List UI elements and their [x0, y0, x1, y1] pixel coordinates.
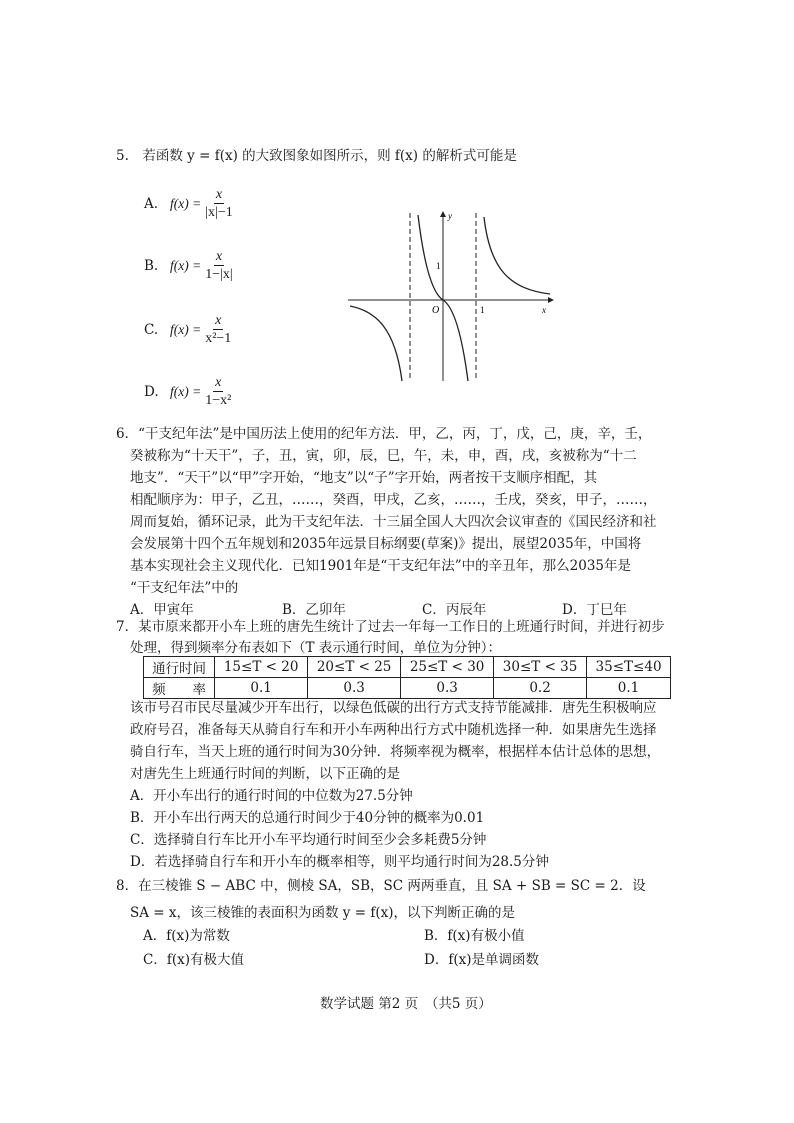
table-cell: 35≤T≤40 [587, 657, 671, 678]
table-header: 频 率 [144, 678, 215, 699]
tick-x-1: 1 [480, 305, 485, 315]
axis-x-label: x [542, 305, 546, 315]
q6-line-8: “干支纪年法”中的 [130, 580, 239, 596]
option-label: D. [144, 384, 159, 400]
q6-line-4: 相配顺序为：甲子，乙丑，……，癸酉，甲戌，乙亥，……，壬戌，癸亥，甲子，……， [130, 492, 657, 508]
numerator: x [215, 187, 223, 202]
q7-option-b: B．开小车出行两天的总通行时间少于40分钟的概率为0.01 [130, 810, 485, 826]
tick-y-1: 1 [436, 261, 441, 271]
table-cell: 0.3 [308, 678, 401, 699]
q7-line-4: 政府号召，准备每天从骑自行车和开小车两种出行方式中随机选择一种．如果唐先生选择 [130, 722, 657, 738]
curve-right-branch [484, 217, 550, 294]
table-cell: 0.3 [401, 678, 494, 699]
table-row [144, 678, 671, 699]
table-cell: 0.1 [215, 678, 308, 699]
table-cell: 0.1 [587, 678, 671, 699]
page-footer: 数学试题 第2 页 （共5 页） [320, 996, 492, 1012]
q8-line-1: 8．在三棱锥 S − ABC 中，侧棱 SA，SB，SC 两两垂直，且 SA + SB = SC = 2．设 [116, 878, 646, 894]
q6-line-7: 基本实现社会主义现代化．已知1901年是“干支纪年法”中的辛丑年，那么2035年是 [130, 558, 632, 574]
q8-option-c: C．f(x)有极大值 [143, 952, 244, 968]
q6-line-3: 地支”．“天干”以“甲”字开始，“地支”以“子”字开始，两者按干支顺序相配，其 [130, 470, 598, 486]
table-cell: 25≤T < 30 [401, 657, 494, 678]
denominator: x²−1 [205, 331, 232, 346]
numerator: x [215, 313, 222, 328]
q6-option-c: C．丙辰年 [422, 602, 487, 618]
q5-stem: 5. 若函数 y = f(x) 的大致图象如图所示，则 f(x) 的解析式可能是 [116, 148, 517, 164]
x-axis-arrow [548, 297, 554, 303]
numerator: x [215, 375, 222, 390]
origin-label: O [432, 305, 440, 316]
fraction [203, 187, 235, 221]
table-cell: 15≤T < 20 [215, 657, 308, 678]
q7-line-6: 对唐先生上班通行时间的判断，以下正确的是 [130, 766, 400, 782]
q5-option-c [144, 313, 233, 347]
q7-line-1: 7．某市原来都开小车上班的唐先生统计了过去一年每一工作日的上班通行时间，并进行初步 [116, 619, 665, 635]
q8-option-b: B．f(x)有极小值 [424, 928, 525, 944]
q7-option-d: D．若选择骑自行车和开小车的概率相等，则平均通行时间为28.5分钟 [130, 854, 549, 870]
q6-line-5: 周而复始，循环记录，此为干支纪年法．十三届全国人大四次会议审查的《国民经济和社 [130, 514, 657, 530]
table-row [144, 657, 671, 678]
q5-function-graph [340, 205, 560, 385]
table-cell: 0.2 [494, 678, 587, 699]
q8-line-2: SA = x，该三棱锥的表面积为函数 y = f(x)，以下判断正确的是 [130, 905, 515, 921]
option-lhs: f(x) = [170, 384, 202, 399]
q7-option-c: C．选择骑自行车比开小车平均通行时间至少会多耗费5分钟 [130, 832, 487, 848]
q6-option-a: A．甲寅年 [130, 602, 194, 618]
axis-y-label: y [448, 211, 452, 221]
q5-option-d [144, 375, 233, 409]
option-label: A. [144, 196, 159, 212]
option-lhs: f(x) = [170, 322, 202, 337]
option-lhs: f(x) = [170, 196, 202, 211]
denominator: 1−|x| [205, 267, 233, 282]
q6-line-6: 会发展第十四个五年规划和2035年远景目标纲要(草案)》提出，展望2035年，中国将 [130, 536, 642, 552]
denominator: 1−x² [205, 393, 232, 408]
q8-option-d: D．f(x)是单调函数 [424, 952, 539, 968]
q6-line-1: 6．“干支纪年法”是中国历法上使用的纪年方法．甲，乙，丙，丁，戊，己，庚，辛，壬， [116, 426, 652, 442]
fraction [203, 313, 233, 347]
q6-option-b: B．乙卯年 [282, 602, 346, 618]
option-label: C. [144, 322, 159, 338]
option-lhs: f(x) = [170, 258, 202, 273]
y-axis-arrow [440, 211, 446, 217]
option-label: B. [144, 258, 159, 274]
q7-line-3: 该市号召市民尽量减少开车出行，以绿色低碳的出行方式支持节能减排．唐先生积极响应 [130, 700, 657, 716]
q5-option-a [144, 187, 235, 221]
q7-line-2: 处理，得到频率分布表如下（T 表示通行时间，单位为分钟）： [130, 640, 502, 656]
numerator: x [215, 249, 223, 264]
fraction [203, 375, 233, 409]
q6-line-2: 癸被称为“十天干”，子，丑，寅，卯，辰，巳，午，未，申，酉，戌，亥被称为“十二 [130, 448, 637, 464]
denominator: |x|−1 [205, 205, 233, 220]
q6-option-d: D．丁巳年 [562, 602, 627, 618]
fraction [203, 249, 235, 283]
table-cell: 30≤T < 35 [494, 657, 587, 678]
table-cell: 20≤T < 25 [308, 657, 401, 678]
table-header: 通行时间 [144, 657, 215, 678]
q7-frequency-table [143, 656, 671, 699]
q8-option-a: A．f(x)为常数 [143, 928, 230, 944]
q7-option-a: A．开小车出行的通行时间的中位数为27.5分钟 [130, 788, 413, 804]
q7-line-5: 骑自行车，当天上班的通行时间为30分钟．将频率视为概率，根据样本估计总体的思想， [130, 744, 661, 760]
q5-option-b [144, 249, 235, 283]
curve-left-branch [350, 306, 402, 381]
